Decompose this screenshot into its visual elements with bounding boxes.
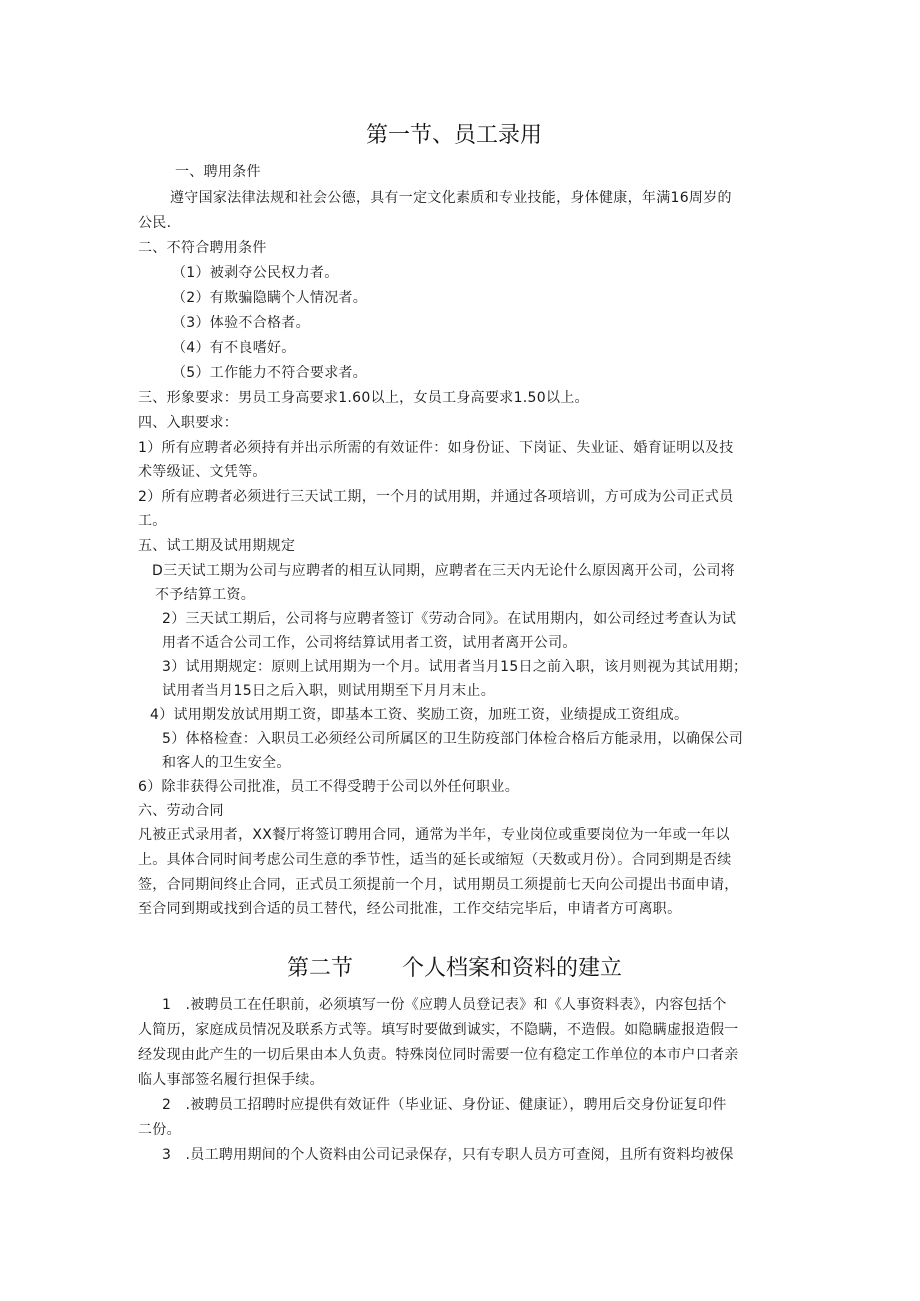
- trial-item-1-line-1: D三天试工期为公司与应聘者的相互认同期，应聘者在三天内无论什么原因离开公司，公司将: [152, 563, 736, 579]
- entry-item-2-line-2: 工。: [138, 513, 167, 529]
- hire-text-line-1: 遵守国家法律法规和社会公德，具有一定文化素质和专业技能，身体健康，年满16周岁的: [170, 190, 732, 206]
- section2-para1-line: 经发现由此产生的一切后果由本人负责。特殊岗位同时需要一位有稳定工作单位的本市户口者亲: [138, 1047, 739, 1063]
- trial-item-5-line-1: 5）体格检查：入职员工必须经公司所属区的卫生防疫部门体检合格后方能录用，以确保公司: [162, 731, 744, 747]
- section2-para1-line: 临人事部签名履行担保手续。: [138, 1072, 324, 1088]
- section1-title: 第一节、员工录用: [366, 123, 543, 148]
- unfit-item: （2）有欺骗隐瞒个人情况者。: [172, 290, 368, 306]
- section2-para1-line: 1 .被聘员工在任职前，必须填写一份《应聘人员登记表》和《人事资料表》，内容包括个: [162, 997, 727, 1013]
- entry-item-1-line-2: 术等级证、文凭等。: [138, 464, 267, 480]
- trial-item-5-line-2: 和客人的卫生安全。: [162, 755, 291, 771]
- trial-item-4: 4）试用期发放试用期工资，即基本工资、奖励工资，加班工资，业绩提成工资组成。: [150, 707, 689, 723]
- section2-para1-line: 人简历，家庭成员情况及联系方式等。填写时要做到诚实，不隐瞒，不造假。如隐瞒虚报造假一: [138, 1022, 739, 1038]
- section2-para2-line: 2 .被聘员工招聘时应提供有效证件（毕业证、身份证、健康证），聘用后交身份证复印件: [162, 1097, 727, 1113]
- unfit-item: （3）体验不合格者。: [172, 315, 310, 331]
- unfit-item: （5）工作能力不符合要求者。: [172, 365, 368, 381]
- trial-item-2-line-2: 用者不适合公司工作，公司将结算试用者工资，试用者离开公司。: [162, 635, 577, 651]
- section2-title-part-1: 第二节: [287, 956, 354, 981]
- trial-item-1-line-2: 不予结算工资。: [155, 587, 256, 603]
- contract-line: 上。具体合同时间考虑公司生意的季节性，适当的延长或缩短（天数或月份）。合同到期是否续: [138, 852, 732, 868]
- hire-heading: 一、聘用条件: [175, 164, 261, 180]
- trial-item-3-line-2: 试用者当月15日之后入职，则试用期至下月月末止。: [162, 683, 496, 699]
- section2-title-part-2: 个人档案和资料的建立: [402, 956, 623, 981]
- unfit-heading: 二、不符合聘用条件: [138, 240, 267, 256]
- entry-item-1-line-1: 1）所有应聘者必须持有并出示所需的有效证件：如身份证、下岗证、失业证、婚育证明以及技: [138, 440, 734, 456]
- contract-heading: 六、劳动合同: [138, 803, 224, 819]
- contract-line: 至合同到期或找到合适的员工替代，经公司批准，工作交结完毕后，申请者方可离职。: [138, 901, 682, 917]
- trial-item-2-line-1: 2）三天试工期后，公司将与应聘者签订《劳动合同》。在试用期内，如公司经过考查认为试: [162, 611, 737, 627]
- appearance-requirement: 三、形象要求：男员工身高要求1.60以上，女员工身高要求1.50以上。: [138, 390, 589, 406]
- entry-heading: 四、入职要求：: [138, 415, 239, 431]
- hire-text-line-2: 公民.: [138, 215, 172, 231]
- unfit-item: （4）有不良嗜好。: [172, 340, 296, 356]
- section2-para2-line: 二份。: [138, 1122, 181, 1138]
- trial-item-3-line-1: 3）试用期规定：原则上试用期为一个月。试用者当月15日之前入职，该月则视为其试用期；: [162, 659, 748, 675]
- contract-line: 凡被正式录用者，XX餐厅将签订聘用合同，通常为半年，专业岗位或重要岗位为一年或一年以: [138, 827, 730, 843]
- trial-item-6: 6）除非获得公司批准，员工不得受聘于公司以外任何职业。: [138, 779, 520, 795]
- unfit-item: （1）被剥夺公民权力者。: [172, 265, 339, 281]
- contract-line: 签，合同期间终止合同，正式员工须提前一个月，试用期员工须提前七天向公司提出书面申请，: [138, 877, 739, 893]
- trial-heading: 五、试工期及试用期规定: [138, 538, 296, 554]
- entry-item-2-line-1: 2）所有应聘者必须进行三天试工期，一个月的试用期，并通过各项培训，方可成为公司正式员: [138, 489, 734, 505]
- section2-para3-line: 3 .员工聘用期间的个人资料由公司记录保存，只有专职人员方可查阅，且所有资料均被保: [162, 1147, 734, 1163]
